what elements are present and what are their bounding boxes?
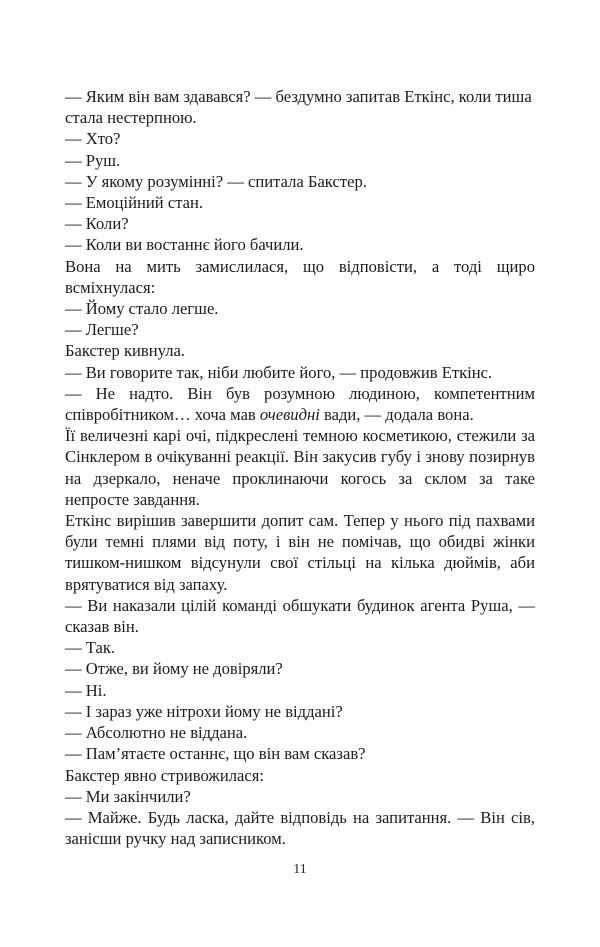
paragraph: Її величезні карі очі, підкреслені темною косметикою, стежили за Сінклером в очікуванні реакції. Він закусив губу і знову позирнув на дзеркало, неначе проклинаючи когось за склом за таке непросте завдання.	[65, 426, 535, 509]
paragraph: — Йому стало легше.	[65, 299, 219, 319]
paragraph: — Ви наказали цілій команді обшукати будинок агента Руша, — сказав він.	[65, 595, 535, 637]
paragraph: Бакстер кивнула.	[65, 341, 185, 361]
paragraph: — Коли?	[65, 214, 129, 234]
paragraph-with-emphasis: — Не надто. Він був розумною людиною, компетентним співробітником… хоча мав очевидні вади, — додала вона.	[65, 383, 535, 425]
paragraph: Вона на мить замислилася, що відповісти, а тоді щиро всміхнулася:	[65, 256, 535, 297]
paragraph: Еткінс вирішив завершити допит сам. Тепер у нього під пахвами були темні плями від поту, і він не помічав, що обидві жінки тишком-нишком відсунули свої стільці на кілька дюймів, аби врятуватися від запаху.	[65, 511, 535, 594]
paragraph: — Пам’ятаєте останнє, що він вам сказав?	[65, 744, 366, 764]
paragraph: — Емоційний стан.	[65, 193, 204, 213]
paragraph: — Ви говорите так, ніби любите його, — продовжив Еткінс.	[65, 362, 493, 382]
paragraph: — Ми закінчили?	[65, 786, 191, 806]
paragraph: — Коли ви востаннє його бачили.	[65, 235, 304, 255]
paragraph: — Хто?	[65, 129, 121, 149]
paragraph: — Так.	[65, 638, 116, 658]
paragraph: — Руш.	[65, 150, 121, 170]
paragraph: — Отже, ви йому не довіряли?	[65, 659, 283, 679]
paragraph: — Абсолютно не віддана.	[65, 723, 248, 743]
paragraph: — Майже. Будь ласка, дайте відповідь на запитання. — Він сів, занісши ручку над записником.	[65, 807, 535, 849]
emphasis-word: очевидні	[259, 405, 320, 425]
paragraph: — Легше?	[65, 320, 139, 340]
paragraph: — Яким він вам здавався? — бездумно запитав Еткінс, коли тиша стала нестерпною.	[65, 87, 532, 128]
paragraph: — Ні.	[65, 680, 107, 700]
paragraph: Бакстер явно стривожилася:	[65, 765, 264, 785]
book-page-body	[65, 86, 535, 849]
page-number: 11	[293, 862, 307, 877]
paragraph: — І зараз уже нітрохи йому не віддані?	[65, 701, 343, 721]
paragraph: — У якому розумінні? — спитала Бакстер.	[65, 171, 367, 191]
